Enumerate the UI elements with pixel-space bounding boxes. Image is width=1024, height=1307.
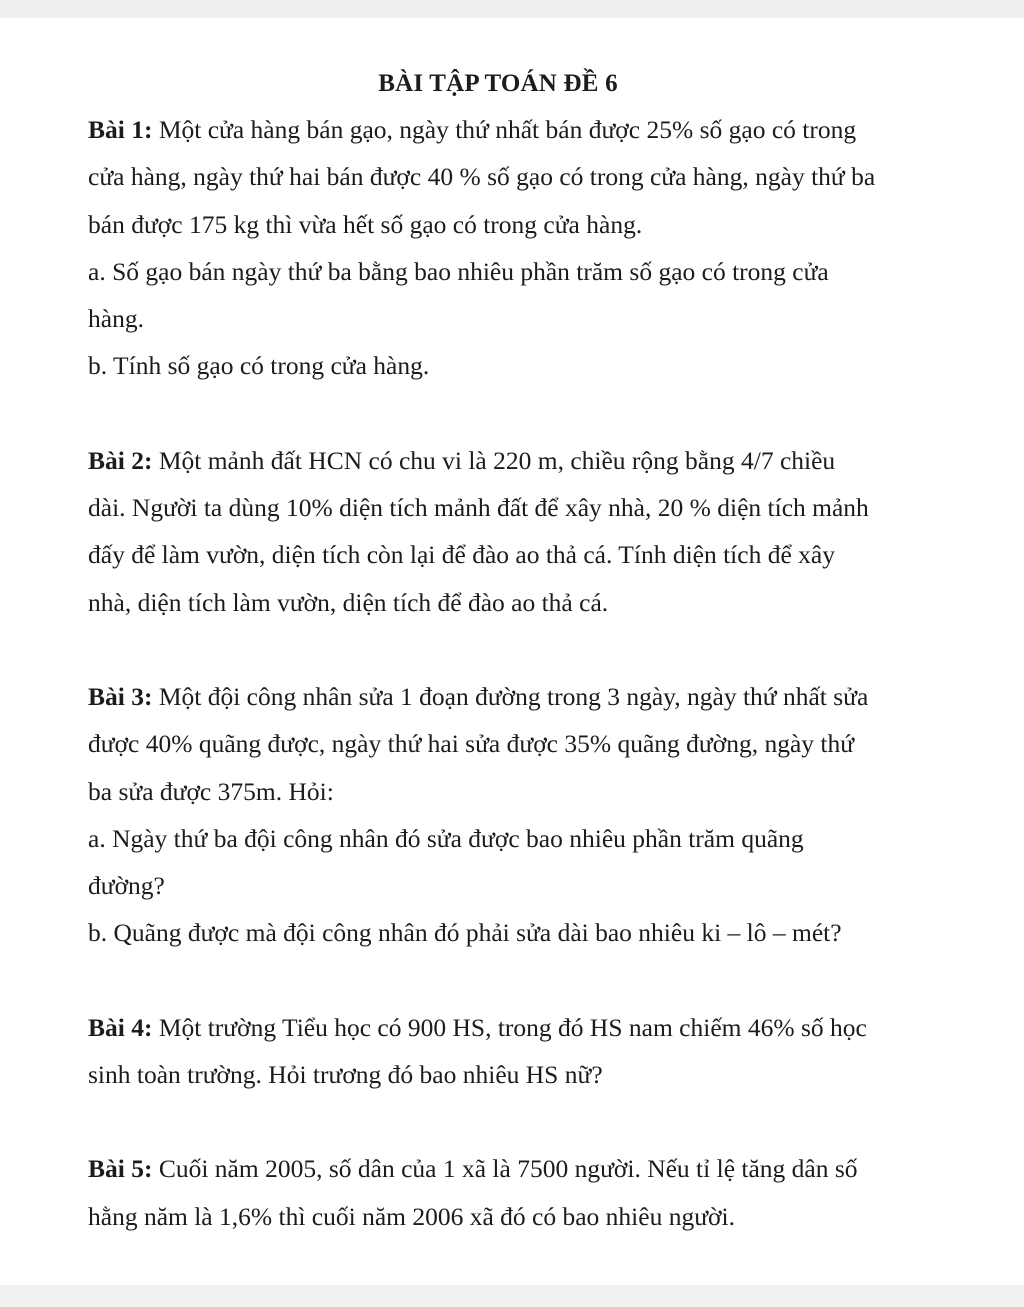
exercise-3-text: Một đội công nhân sửa 1 đoạn đường trong 3 ngày, ngày thứ nhất sửa — [152, 681, 869, 711]
exercise-4-label: Bài 4: — [88, 1012, 153, 1042]
exercise-1-line-1 — [88, 106, 988, 153]
exercise-1-line-4: a. Số gạo bán ngày thứ ba bằng bao nhiêu phần trăm số gạo có trong cửa — [88, 256, 829, 286]
document-page — [88, 62, 988, 1240]
exercise-5-label: Bài 5: — [88, 1154, 153, 1184]
exercise-4-text: Một trường Tiểu học có 900 HS, trong đó HS nam chiếm 46% số học — [152, 1012, 867, 1042]
exercise-2-label: Bài 2: — [88, 445, 153, 475]
exercise-4-line-1 — [88, 1004, 988, 1051]
paragraph-gap — [88, 626, 988, 673]
exercise-3-line-4: a. Ngày thứ ba đội công nhân đó sửa được bao nhiêu phần trăm quãng — [88, 823, 804, 853]
exercise-1-line-2: cửa hàng, ngày thứ hai bán được 40 % số gạo có trong cửa hàng, ngày thứ ba — [88, 162, 876, 192]
exercise-2-line-3: đấy để làm vườn, diện tích còn lại để đào ao thả cá. Tính diện tích để xây — [88, 540, 835, 570]
exercise-2-line-1 — [88, 437, 988, 484]
exercise-3-label: Bài 3: — [88, 681, 153, 711]
exercise-3-line-5: đường? — [88, 871, 165, 901]
exercise-1-line-5: hàng. — [88, 304, 144, 334]
paragraph-gap — [88, 1098, 988, 1145]
exercise-1-line-6: b. Tính số gạo có trong cửa hàng. — [88, 351, 430, 381]
exercise-5-line-2: hằng năm là 1,6% thì cuối năm 2006 xã đó có bao nhiêu người. — [88, 1201, 735, 1231]
paragraph-gap — [88, 390, 988, 437]
exercise-2 — [88, 437, 988, 626]
exercise-1-text: Một cửa hàng bán gạo, ngày thứ nhất bán được 25% số gạo có trong — [152, 115, 857, 144]
document-title: BÀI TẬP TOÁN ĐỀ 6 — [378, 70, 618, 97]
exercise-4-line-2: sinh toàn trường. Hỏi trương đó bao nhiêu HS nữ? — [88, 1060, 603, 1090]
exercise-5 — [88, 1145, 988, 1240]
exercise-5-line-1 — [88, 1145, 988, 1192]
exercise-2-line-4: nhà, diện tích làm vườn, diện tích để đào ao thả cá. — [88, 587, 609, 617]
exercise-2-text: Một mảnh đất HCN có chu vi là 220 m, chiều rộng bằng 4/7 chiều — [152, 445, 836, 475]
exercise-1-label: Bài 1: — [88, 115, 153, 144]
exercise-1-line-3: bán được 175 kg thì vừa hết số gạo có trong cửa hàng. — [88, 209, 643, 239]
top-edge-band — [0, 0, 1024, 18]
exercise-3 — [88, 673, 988, 957]
exercise-3-line-6: b. Quãng được mà đội công nhân đó phải sửa dài bao nhiêu ki – lô – mét? — [88, 918, 842, 948]
exercise-5-text: Cuối năm 2005, số dân của 1 xã là 7500 người. Nếu tỉ lệ tăng dân số — [152, 1154, 858, 1184]
bottom-edge-band — [0, 1285, 1024, 1307]
exercise-1 — [88, 106, 988, 390]
exercise-3-line-1 — [88, 673, 988, 720]
exercise-2-line-2: dài. Người ta dùng 10% diện tích mảnh đất để xây nhà, 20 % diện tích mảnh — [88, 493, 869, 523]
paragraph-gap — [88, 957, 988, 1004]
exercise-4 — [88, 1004, 988, 1099]
exercise-3-line-2: được 40% quãng được, ngày thứ hai sửa được 35% quãng đường, ngày thứ — [88, 729, 855, 759]
exercise-3-line-3: ba sửa được 375m. Hỏi: — [88, 776, 334, 806]
